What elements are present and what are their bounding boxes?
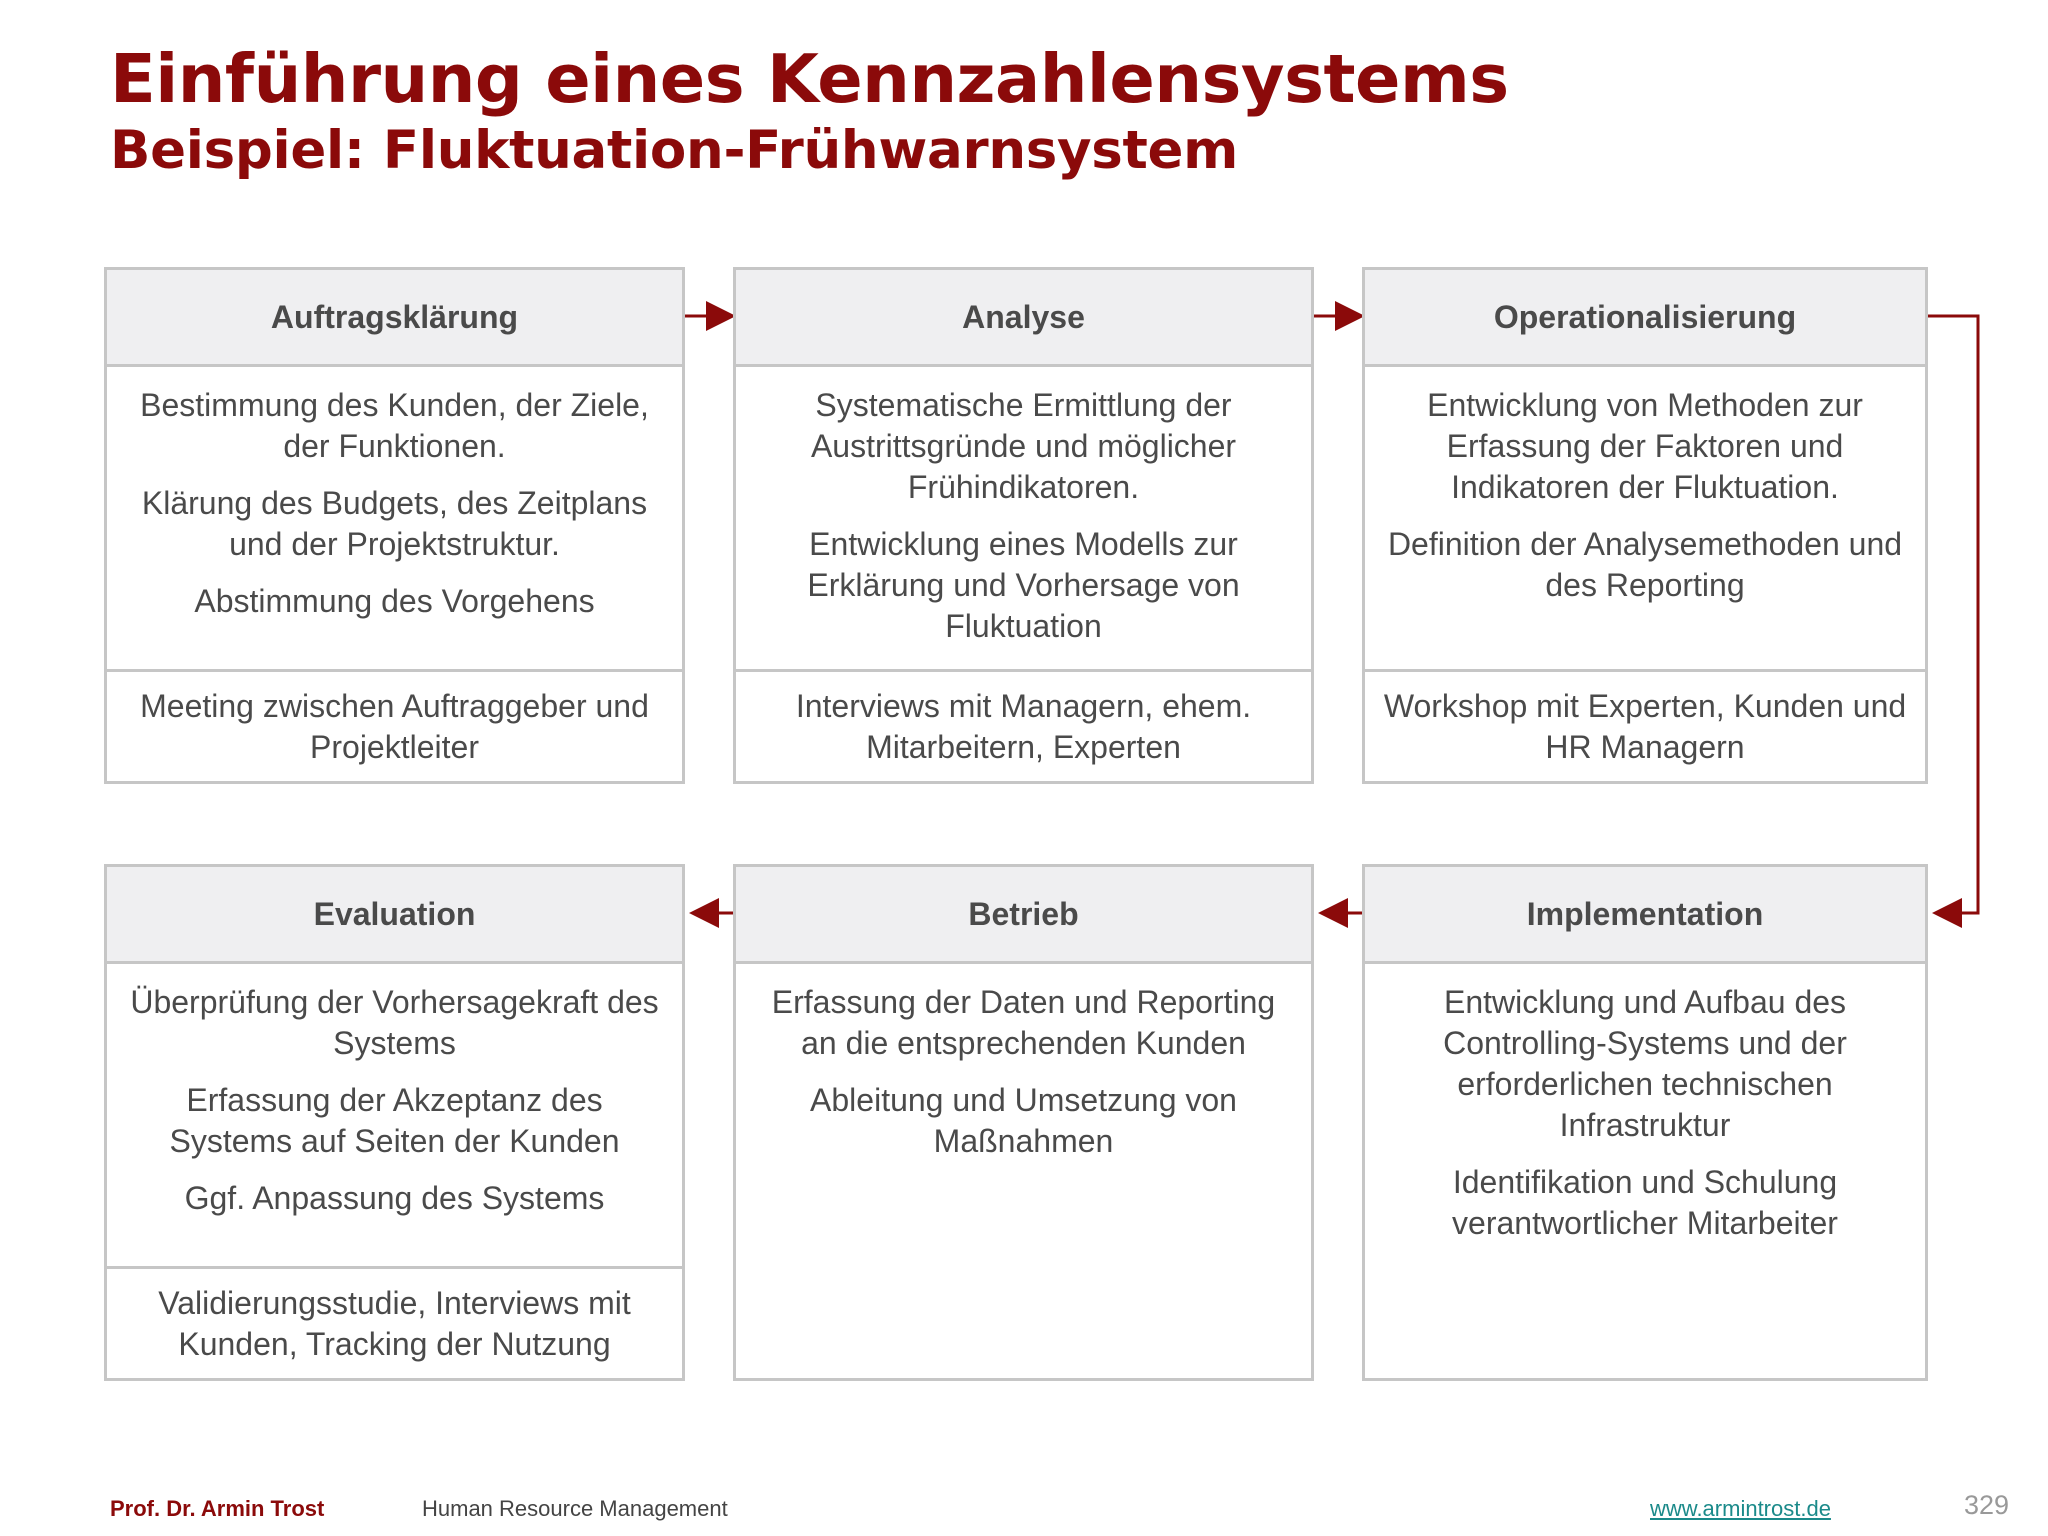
step-card-operationalisierung (1362, 267, 1928, 784)
footer-course: Human Resource Management (422, 1496, 728, 1521)
step-card-analyse (733, 267, 1314, 784)
footer-website-link[interactable]: www.armintrost.de (1650, 1496, 1831, 1521)
step-card-implementation (1362, 864, 1928, 1381)
step-description (736, 367, 1311, 670)
step-point: Ableitung und Umsetzung von Maßnahmen (810, 1082, 1237, 1159)
step-title: Betrieb (736, 867, 1311, 964)
step-point: Identifikation und Schulung verantwortlicher Mitarbeiter (1452, 1164, 1838, 1241)
step-method: Workshop mit Experten, Kunden und HR Managern (1365, 669, 1925, 781)
step-card-betrieb (733, 864, 1314, 1381)
step-title: Analyse (736, 270, 1311, 367)
step-point: Bestimmung des Kunden, der Ziele, der Funktionen. (140, 387, 649, 464)
slide-subtitle: Beispiel: Fluktuation-Frühwarnsystem (110, 120, 1239, 181)
step-card-evaluation (104, 864, 685, 1381)
step-description (736, 964, 1311, 1267)
step-point: Überprüfung der Vorhersagekraft des Systems (130, 984, 659, 1061)
step-method: Meeting zwischen Auftraggeber und Projektleiter (107, 669, 682, 781)
step-card-auftragsklaerung (104, 267, 685, 784)
step-method: Interviews mit Managern, ehem. Mitarbeitern, Experten (736, 669, 1311, 781)
step-point: Abstimmung des Vorgehens (194, 583, 595, 619)
step-point: Definition der Analysemethoden und des Reporting (1387, 526, 1903, 603)
step-point: Erfassung der Akzeptanz des Systems auf Seiten der Kunden (169, 1082, 620, 1159)
page-number: 329 (1964, 1490, 2010, 1520)
step-point: Systematische Ermittlung der Austrittsgründe und möglicher Frühindikatoren. (810, 387, 1237, 505)
step-description (1365, 964, 1925, 1267)
step-title: Operationalisierung (1365, 270, 1925, 367)
step-point: Entwicklung und Aufbau des Controlling-Systems und der erforderlichen technischen Infrastruktur (1443, 984, 1847, 1143)
step-title: Evaluation (107, 867, 682, 964)
step-point: Entwicklung eines Modells zur Erklärung und Vorhersage von Fluktuation (807, 526, 1240, 644)
step-point: Erfassung der Daten und Reporting an die entsprechenden Kunden (771, 984, 1276, 1061)
step-description (107, 367, 682, 670)
step-point: Klärung des Budgets, des Zeitplans und der Projektstruktur. (141, 485, 648, 562)
step-description (1365, 367, 1925, 670)
step-title: Auftragsklärung (107, 270, 682, 367)
step-point: Ggf. Anpassung des Systems (184, 1180, 605, 1216)
step-point: Entwicklung von Methoden zur Erfassung der Faktoren und Indikatoren der Fluktuation. (1427, 387, 1863, 505)
arrow-operationalisierung-to-implementation (1928, 316, 1978, 913)
step-title: Implementation (1365, 867, 1925, 964)
slide-title: Einführung eines Kennzahlensystems (110, 40, 1509, 118)
footer-author: Prof. Dr. Armin Trost (110, 1496, 325, 1521)
step-description (107, 964, 682, 1267)
step-method: Validierungsstudie, Interviews mit Kunden, Tracking der Nutzung (107, 1266, 682, 1378)
